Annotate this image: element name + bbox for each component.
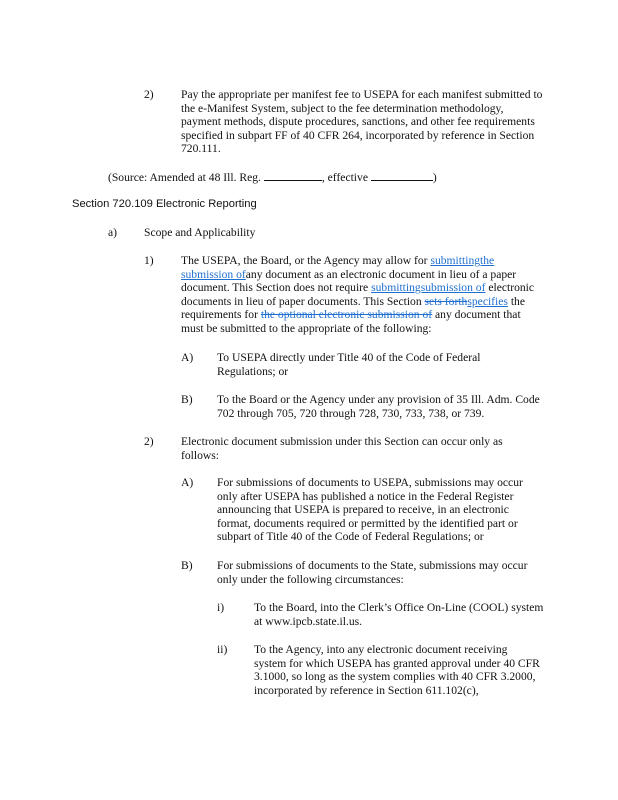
item-number: 2) [144, 88, 154, 101]
item-roman: ii) [217, 643, 228, 656]
deleted-text: sets forth [424, 294, 468, 308]
item-number: 2) [144, 435, 154, 448]
electronic-submission-paragraph [181, 254, 543, 335]
item-letter: B) [181, 393, 193, 406]
register-blank [264, 170, 322, 181]
deleted-text: the optional electronic submission of [260, 308, 433, 321]
text-run: The USEPA, the Board, or the Agency may allow for [181, 254, 431, 267]
text-run: any document as an electronic document in lieu of a paper document. This Section does not require [181, 267, 517, 294]
source-suffix: ) [432, 171, 437, 184]
text-run: electronic documents in lieu of paper documents. This Section [181, 281, 535, 308]
item-letter: B) [181, 559, 193, 572]
item-roman: i) [217, 601, 225, 614]
state-submission-condition: For submissions of documents to the State, submissions may occur only under the following circumstances: [217, 559, 528, 586]
inserted-text: specifies [467, 294, 508, 308]
usepa-submission-condition: For submissions of documents to USEPA, submissions may occur only after USEPA has published a notice in the Federal Register announcing that USEPA is prepared to receive, in an electronic format, documents required or permitted by the identified part or subpart of Title 40 of the Code of Federal Regulations; or [217, 476, 523, 543]
inserted-text: submittingsubmission of [371, 281, 486, 294]
fee-payment-paragraph: Pay the appropriate per manifest fee to USEPA for each manifest submitted to the e-Manifest System, subject to the fee determination methodology, payment methods, dispute procedures, sanctions, and other fee requirements specified in subpart FF of 40 CFR 264, incorporated by reference in Section 720.111. [181, 88, 543, 155]
section-heading: Section 720.109 Electronic Reporting [72, 198, 257, 210]
usepa-recipient-item: To USEPA directly under Title 40 of the Code of Federal Regulations; or [217, 351, 481, 378]
item-letter: A) [181, 351, 194, 364]
source-mid: , effective [321, 171, 371, 184]
subsection-a-label: a) [108, 226, 118, 239]
source-prefix: (Source: Amended at 48 Ill. Reg. [108, 171, 264, 184]
item-number: 1) [144, 254, 154, 267]
effective-date-blank [371, 170, 433, 181]
agency-receiving-system-item: To the Agency, into any electronic document receiving system for which USEPA has granted approval under 40 CFR 3.1000, so long as the system complies with 40 CFR 3.2000, incorporated by reference in Section 611.102(c), [254, 643, 540, 697]
inserted-text: submittingthe submission of [181, 254, 495, 281]
submission-conditions-paragraph: Electronic document submission under this Section can occur only as follows: [181, 435, 503, 462]
text-run: any document that must be submitted to the appropriate of the following: [181, 308, 521, 335]
board-agency-recipient-item: To the Board or the Agency under any provision of 35 Ill. Adm. Code 702 through 705, 720 through 728, 730, 733, 738, or 739. [217, 393, 540, 420]
board-cool-system-item: To the Board, into the Clerk’s Office On-Line (COOL) system at www.ipcb.state.il.us. [254, 601, 544, 628]
source-note [108, 170, 538, 185]
subsection-a-title: Scope and Applicability [144, 226, 256, 239]
item-letter: A) [181, 476, 194, 489]
text-run: the requirements for [181, 294, 525, 321]
